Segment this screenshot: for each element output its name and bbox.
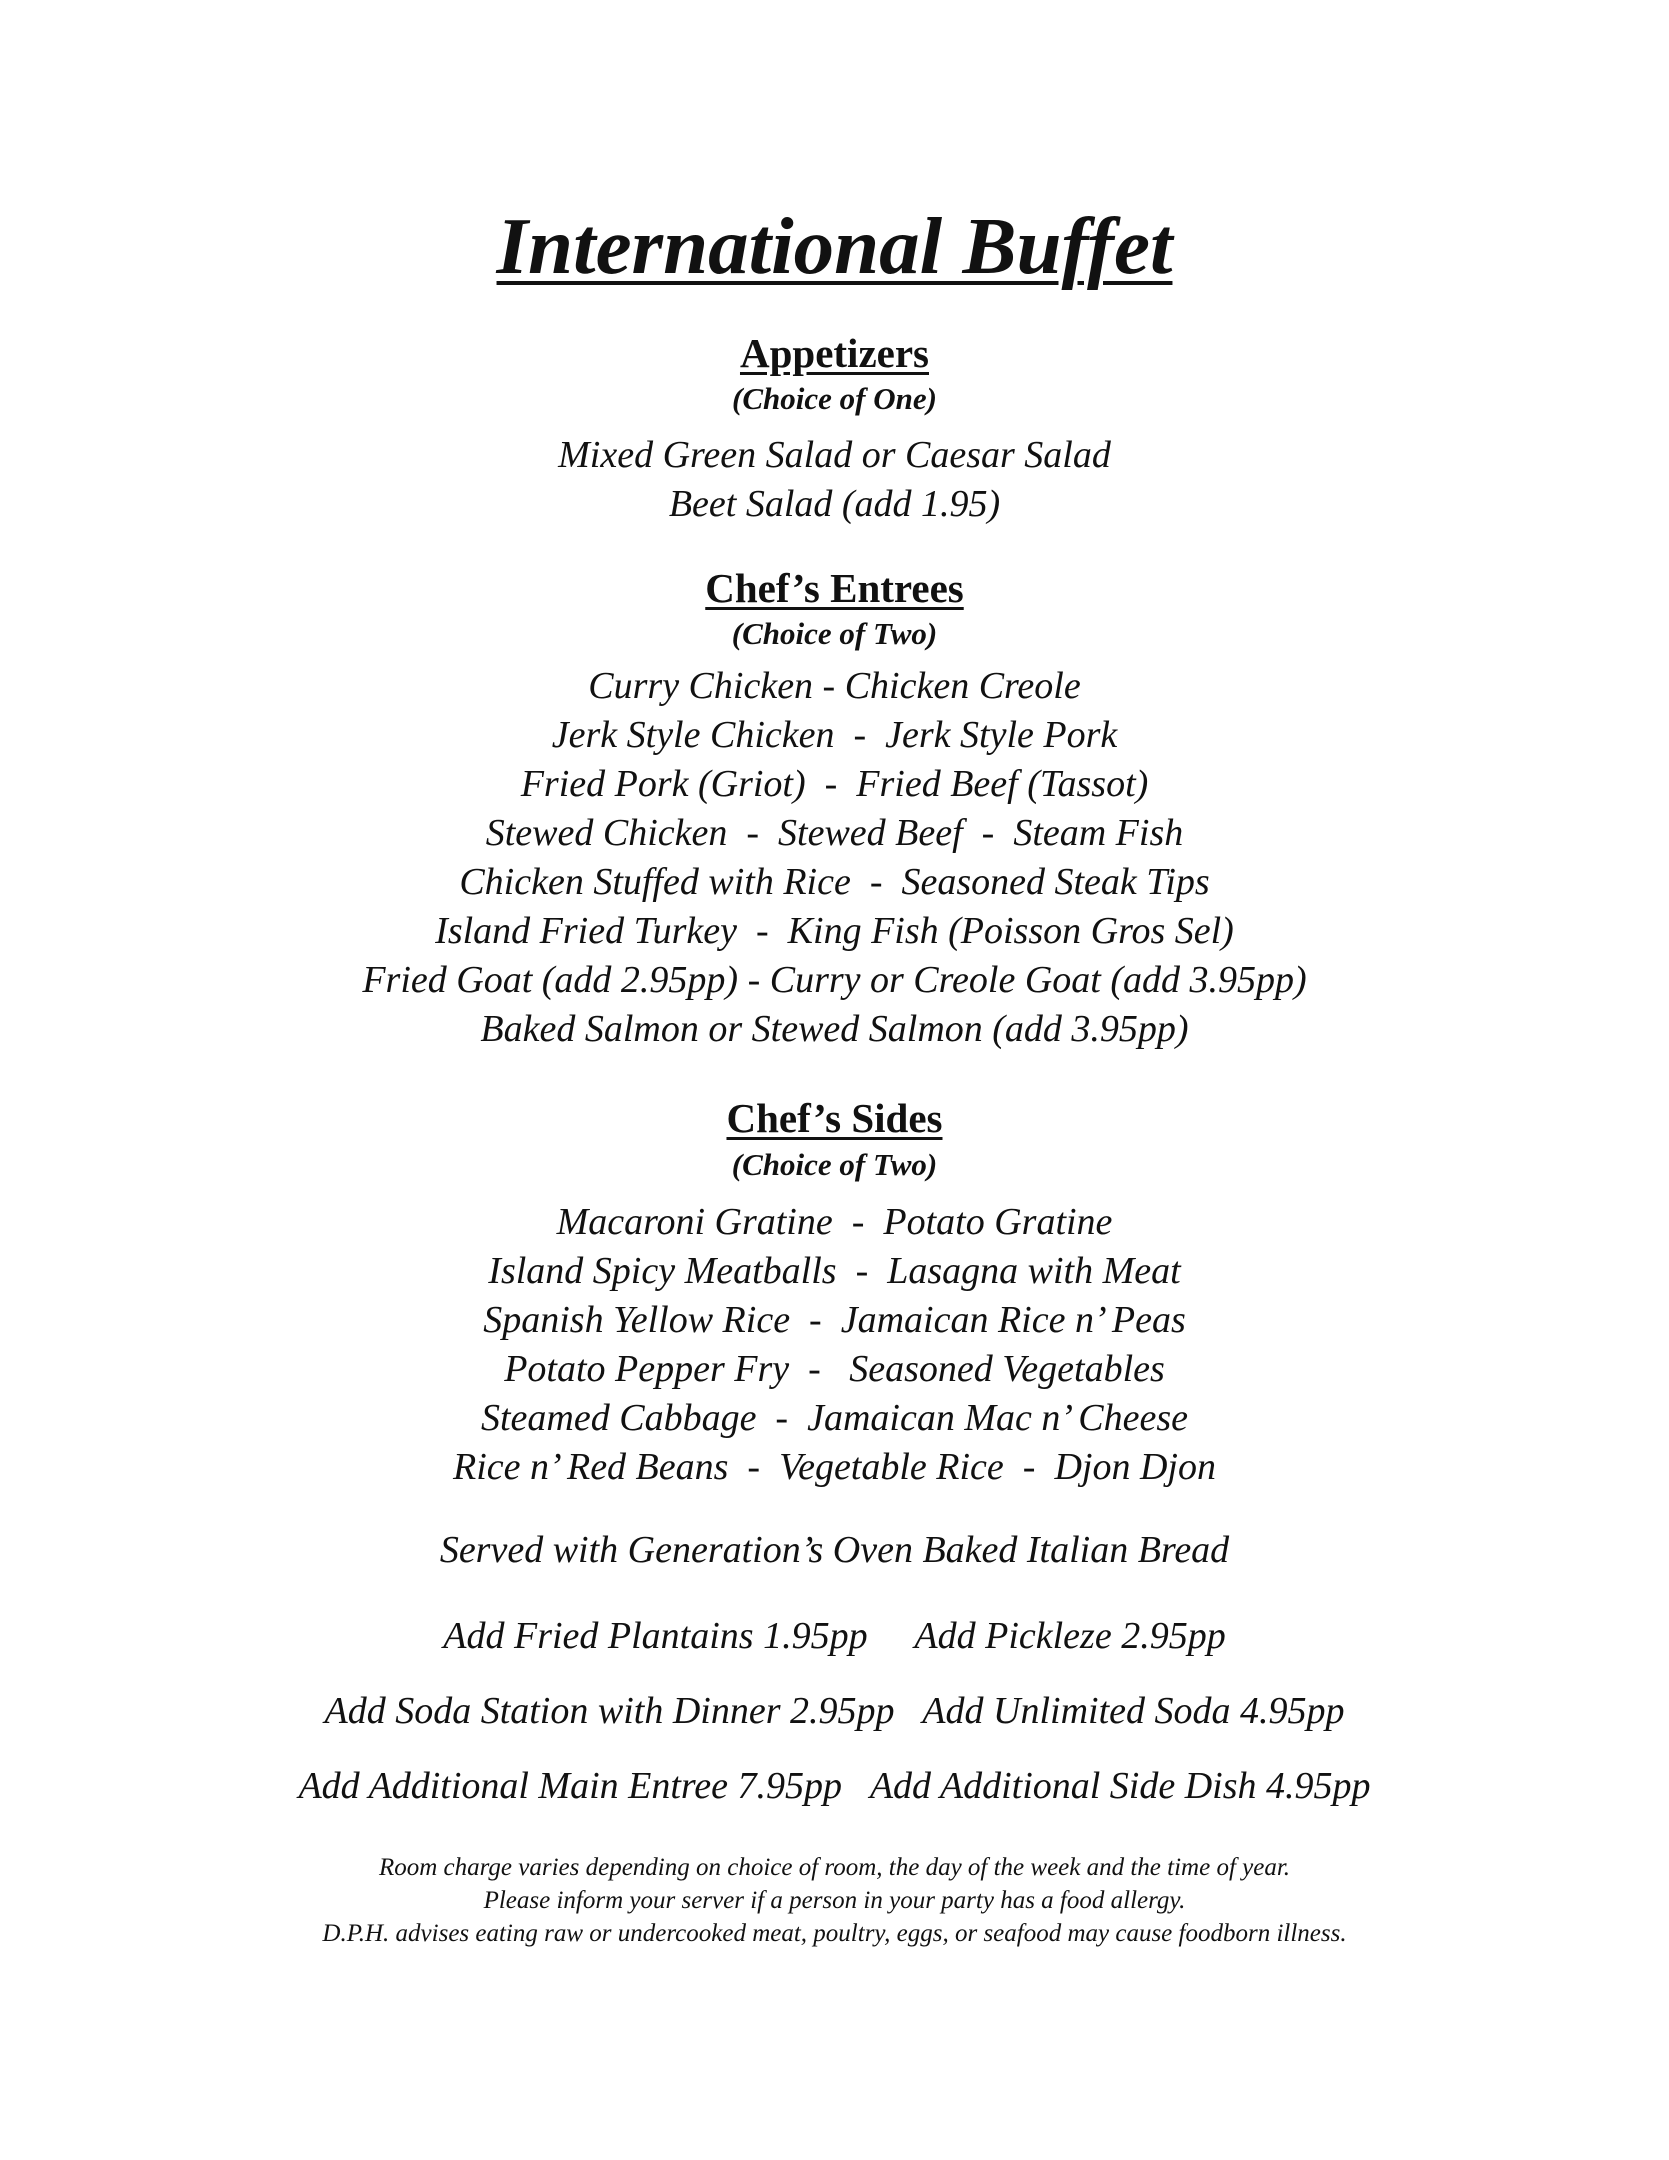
appetizers-choice-note: (Choice of One) xyxy=(732,381,937,416)
addon-line: Add Soda Station with Dinner 2.95pp Add Unlimited Soda 4.95pp xyxy=(324,1690,1345,1732)
entrees-heading: Chef’s Entrees xyxy=(705,565,964,611)
side-line: Potato Pepper Fry - Seasoned Vegetables xyxy=(504,1348,1165,1390)
entree-line: Curry Chicken - Chicken Creole xyxy=(588,665,1081,707)
side-line: Rice n’ Red Beans - Vegetable Rice - Djon Djon xyxy=(453,1446,1216,1488)
entree-line: Chicken Stuffed with Rice - Seasoned Steak Tips xyxy=(459,861,1210,903)
sides-heading: Chef’s Sides xyxy=(726,1095,943,1141)
entree-line: Island Fried Turkey - King Fish (Poisson Gros Sel) xyxy=(435,910,1234,952)
appetizers-heading: Appetizers xyxy=(739,330,929,376)
footnote-line: D.P.H. advises eating raw or undercooked meat, poultry, eggs, or seafood may cause foodborn illness. xyxy=(322,1920,1347,1947)
footnote-line: Room charge varies depending on choice of room, the day of the week and the time of year. xyxy=(378,1854,1291,1881)
appetizer-line: Beet Salad (add 1.95) xyxy=(668,483,1001,525)
entree-line: Fried Goat (add 2.95pp) - Curry or Creole Goat (add 3.95pp) xyxy=(362,959,1307,1001)
sides-choice-note: (Choice of Two) xyxy=(731,1147,938,1182)
entrees-choice-note: (Choice of Two) xyxy=(731,616,938,651)
addon-line: Add Fried Plantains 1.95pp Add Pickleze 2.95pp xyxy=(443,1615,1226,1657)
entree-line: Baked Salmon or Stewed Salmon (add 3.95pp) xyxy=(480,1008,1189,1050)
entree-line: Fried Pork (Griot) - Fried Beef (Tassot) xyxy=(520,763,1149,805)
menu-title: International Buffet xyxy=(496,201,1173,291)
entree-line: Stewed Chicken - Stewed Beef - Steam Fish xyxy=(485,812,1184,854)
entree-line: Jerk Style Chicken - Jerk Style Pork xyxy=(551,714,1118,756)
bread-note: Served with Generation’s Oven Baked Italian Bread xyxy=(439,1529,1230,1571)
footnote-line: Please inform your server if a person in your party has a food allergy. xyxy=(483,1887,1186,1914)
side-line: Spanish Yellow Rice - Jamaican Rice n’ Peas xyxy=(483,1299,1186,1341)
addon-line: Add Additional Main Entree 7.95pp Add Additional Side Dish 4.95pp xyxy=(298,1765,1371,1807)
appetizer-line: Mixed Green Salad or Caesar Salad xyxy=(558,434,1111,476)
side-line: Island Spicy Meatballs - Lasagna with Meat xyxy=(488,1250,1181,1292)
side-line: Steamed Cabbage - Jamaican Mac n’ Cheese xyxy=(480,1397,1189,1439)
side-line: Macaroni Gratine - Potato Gratine xyxy=(556,1201,1113,1243)
